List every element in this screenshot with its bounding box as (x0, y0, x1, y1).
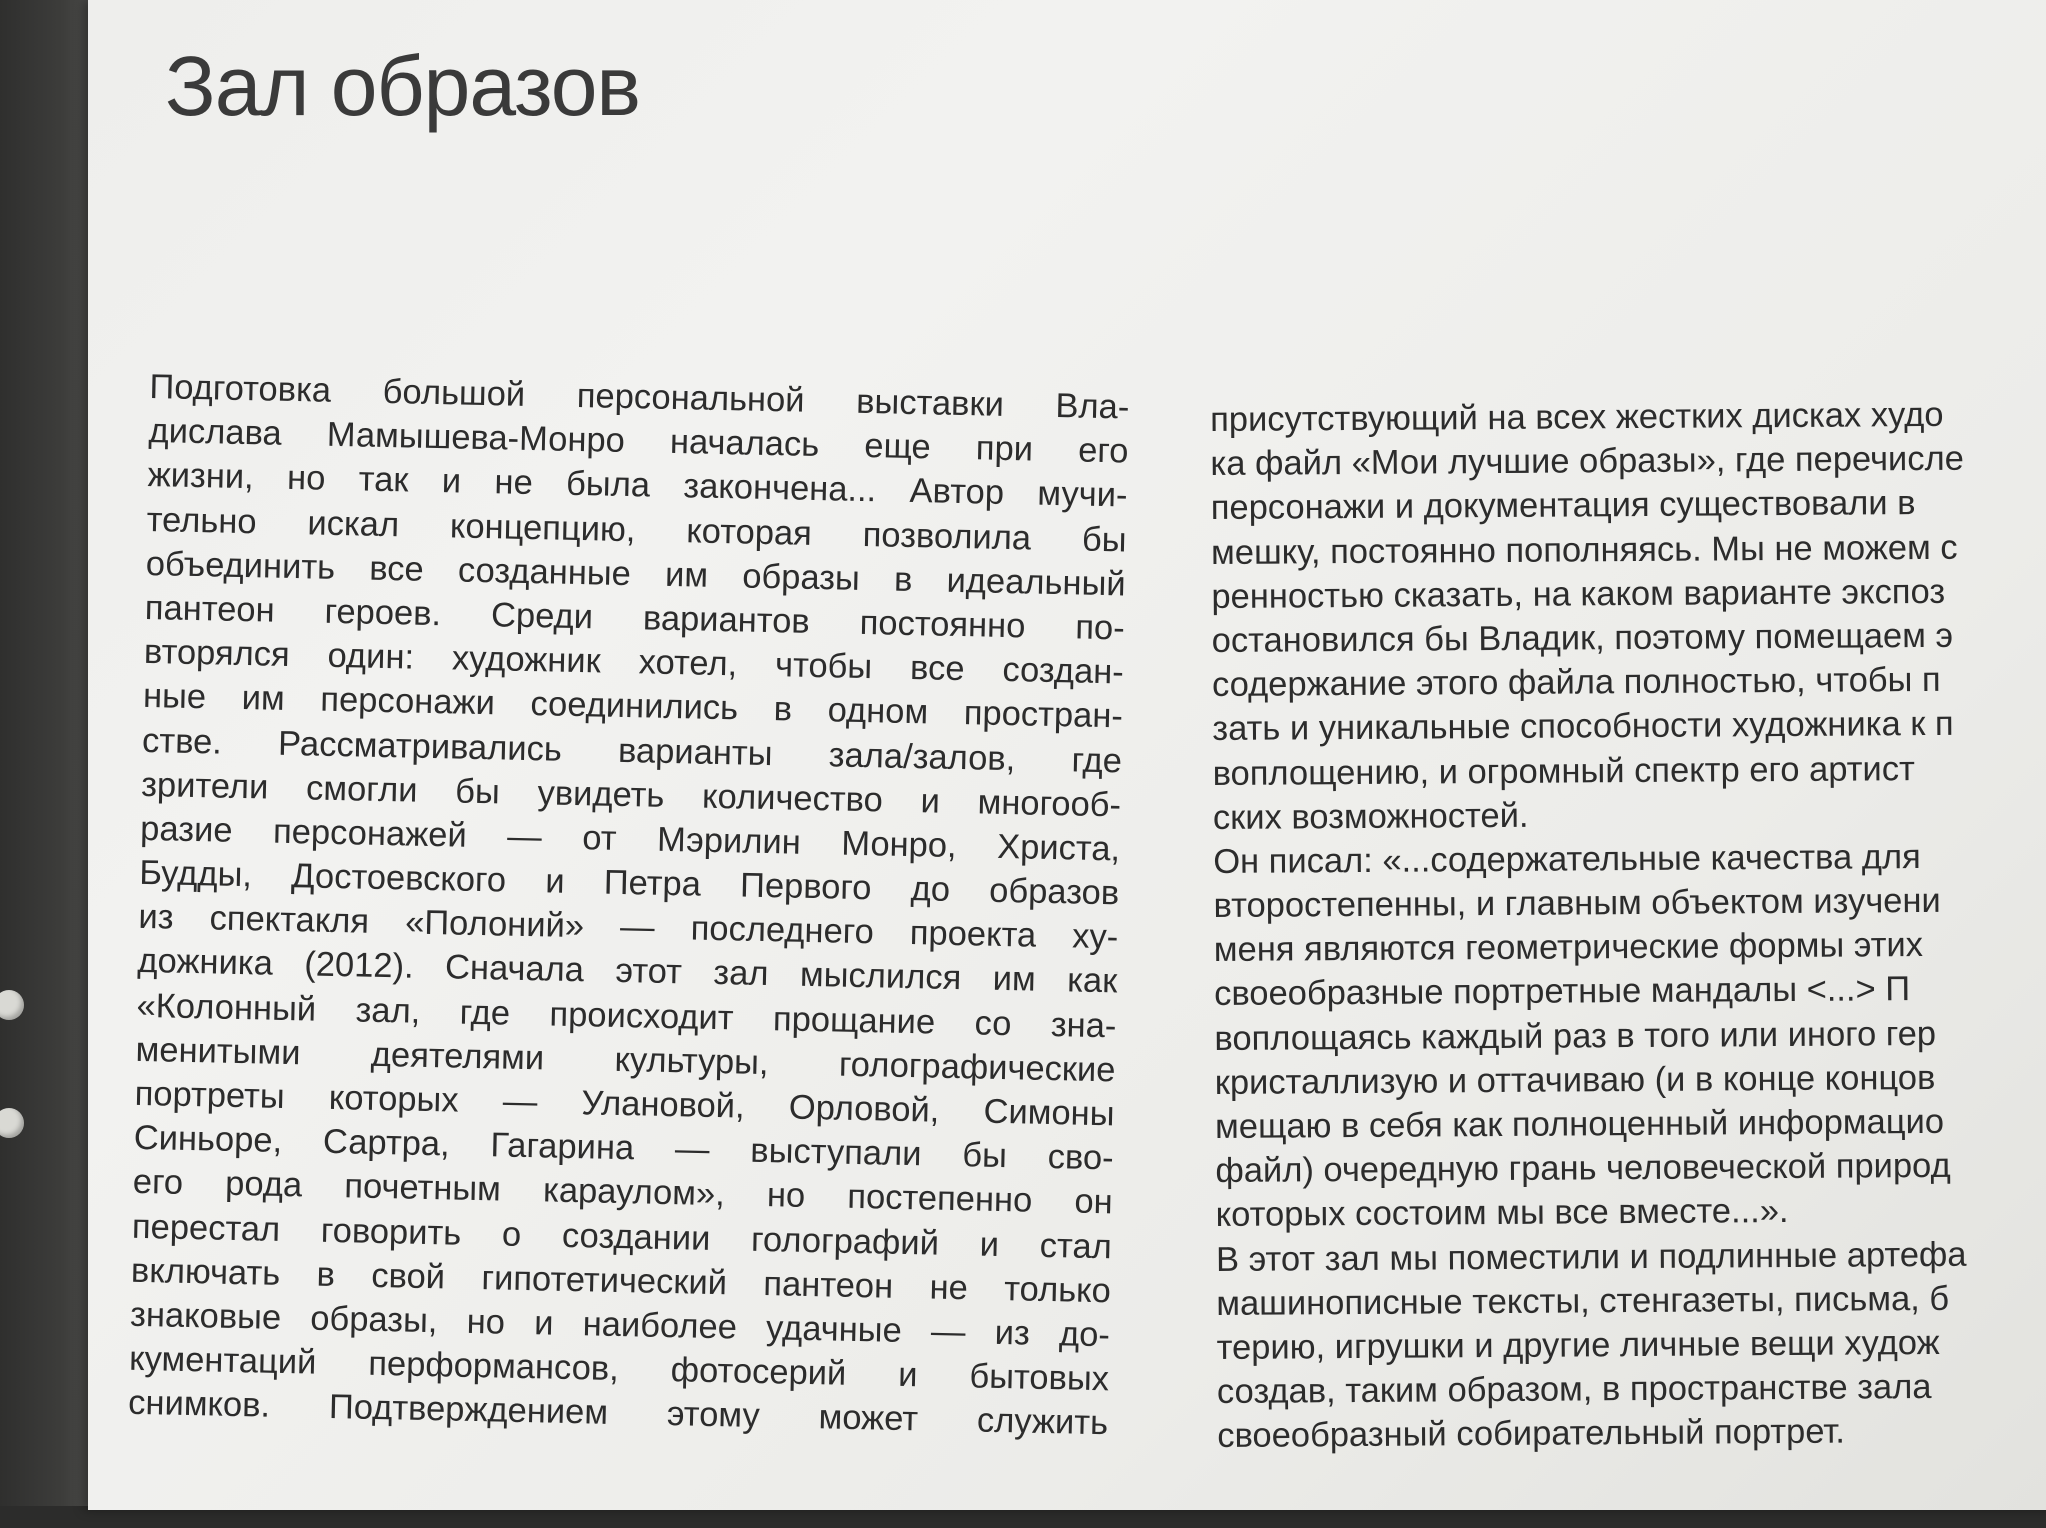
text-line: снимков. Подтверждением этому может служить (127, 1384, 1109, 1443)
text-line: ских возможностей. (1212, 796, 1529, 837)
text-line: дислава Мамышева-Монро началась еще при его (148, 412, 1129, 471)
text-line: В этот зал мы поместили и подлинные артефа (1215, 1235, 1967, 1279)
text-line: кристаллизую и оттачиваю (и в конце концов (1214, 1058, 1936, 1102)
text-line: Синьоре, Сартра, Гагарина — выступали бы сво- (133, 1119, 1114, 1178)
text-line: ные им персонажи соединились в одном простран- (142, 677, 1124, 736)
text-line: Будды, Достоевского и Петра Первого до образов (138, 853, 1120, 913)
text-line: пантеон героев. Среди вариантов постоянно по- (144, 588, 1126, 648)
text-line: зать и уникальные способности художника к п (1212, 705, 1954, 749)
text-line: Подготовка большой персональной выставки Вла- (149, 367, 1130, 427)
text-line: мешку, постоянно пополняясь. Мы не можем с (1210, 528, 1958, 572)
text-line: его рода почетным караулом», но постепенно он (132, 1163, 1114, 1222)
text-line: «Колонный зал, где происходит прощание со зна- (136, 986, 1117, 1046)
text-line: включать в свой гипотетический пантеон не только (130, 1251, 1112, 1311)
text-line: Он писал: «...содержательные качества для (1213, 837, 1921, 881)
text-line: меня являются геометрические формы этих (1213, 926, 1924, 970)
text-line: машинописные тексты, стенгазеты, письма, б (1216, 1279, 1950, 1323)
text-line: ка файл «Мои лучшие образы», где перечисле (1210, 439, 1964, 484)
text-line: воплощаясь каждый раз в того или иного гер (1214, 1014, 1937, 1058)
text-line: мещаю в себя как полноценный информацио (1214, 1102, 1945, 1146)
text-line: знаковые образы, но и наиболее удачные — из до- (129, 1295, 1111, 1355)
text-line: перестал говорить о создании голографий и стал (131, 1207, 1113, 1266)
dark-wall-left (0, 0, 90, 1528)
panel-title: Зал образов (165, 39, 641, 133)
text-line: тельно искал концепцию, которая позволила бы (146, 500, 1127, 560)
text-line: файл) очередную грань человеческой природ (1215, 1147, 1951, 1191)
text-line: дожника (2012). Сначала этот зал мыслился им как (137, 942, 1118, 1001)
text-line: зрители смогли бы увидеть количество и многооб- (140, 765, 1122, 825)
text-line: своеобразные портретные мандалы <...> П (1214, 970, 1911, 1014)
text-line: менитыми деятелями культуры, голографические (135, 1030, 1116, 1090)
text-line: присутствующий на всех жестких дисках худо (1210, 395, 1944, 439)
left-text-column (128, 365, 1130, 1446)
text-line: жизни, но так и не была закончена... Автор мучи- (147, 456, 1128, 515)
text-line: содержание этого файла полностью, чтобы п (1211, 661, 1941, 705)
text-line: воплощению, и огромный спектр его артист (1212, 749, 1915, 793)
text-line: персонажи и документация существовали в (1210, 484, 1916, 528)
text-line: терию, игрушки и другие личные вещи худож (1216, 1323, 1940, 1367)
text-line: стве. Рассматривались варианты зала/залов, где (141, 721, 1123, 780)
text-line: второстепенны, и главным объектом изучени (1213, 881, 1941, 926)
text-line: разие персонажей — от Мэрилин Монро, Христа, (139, 809, 1121, 869)
text-line: портреты которых — Улановой, Орловой, Симоны (134, 1074, 1115, 1134)
text-line: объединить все созданные им образы в идеальный (145, 544, 1127, 604)
text-line: вторялся один: художник хотел, чтобы все создан- (143, 633, 1125, 692)
text-line: создав, таким образом, в пространстве зала (1216, 1368, 1932, 1412)
right-text-column (1210, 393, 1971, 1459)
text-line: из спектакля «Полоний» — последнего проекта ху- (138, 898, 1119, 957)
text-line: своеобразный собирательный портрет. (1217, 1412, 1846, 1456)
text-line: кументаций перформансов, фотосерий и бытовых (128, 1339, 1110, 1399)
text-line: остановился бы Владик, поэтому помещаем э (1211, 616, 1954, 660)
text-line: ренностью сказать, на каком варианте экспоз (1211, 572, 1946, 616)
text-line: которых состоим мы все вместе...». (1215, 1192, 1789, 1235)
